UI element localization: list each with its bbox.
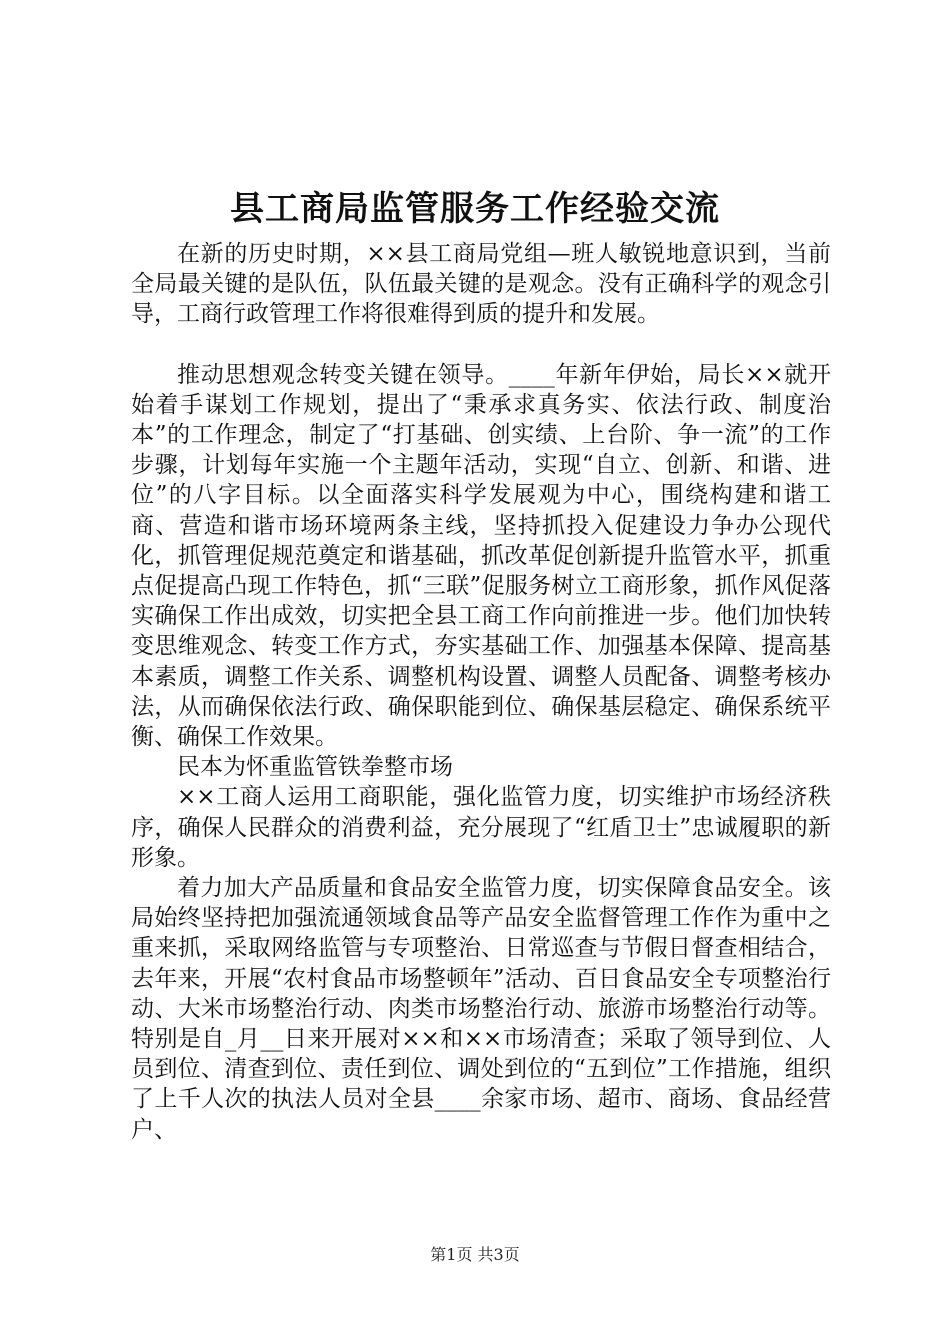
page-footer: 第1页 共3页	[430, 1245, 520, 1264]
document-title: 县工商局监管服务工作经验交流	[230, 189, 720, 229]
section-heading: 民本为怀重监管铁拳整市场	[177, 754, 453, 781]
paragraph-intro: 在新的历史时期，××县工商局党组—班人敏锐地意识到，当前全局最关键的是队伍，队伍最关键的是观念。没有正确科学的观念引导，工商行政管理工作将很难得到质的提升和发展。	[131, 241, 831, 328]
document-body	[131, 239, 831, 1145]
paragraph-leadership: 推动思想观念转变关键在领导。____年新年伊始，局长××就开始着手谋划工作规划，提出了“秉承求真务实、依法行政、制度治本”的工作理念，制定了“打基础、创实绩、上台阶、争一流”的工作步骤，计划每年实施一个主题年活动，实现“自立、创新、和谐、进位”的八字目标。以全面落实科学发展观为中心，围绕构建和谐工商、营造和谐市场环境两条主线，坚持抓投入促建设力争办公现代化，抓管理促规范奠定和谐基础，抓改革促创新提升监管水平，抓重点促提高凸现工作特色，抓“三联”促服务树立工商形象，抓作风促落实确保工作出成效，切实把全县工商工作向前推进一步。他们加快转变思维观念、转变工作方式，夯实基础工作、加强基本保障、提高基本素质，调整工作关系、调整机构设置、调整人员配备、调整考核办法，从而确保依法行政、确保职能到位、确保基层稳定、确保系统平衡、确保工作效果。	[131, 361, 831, 751]
paragraph-market-supervision: ××工商人运用工商职能，强化监管力度，切实维护市场经济秩序，确保人民群众的消费利益，充分展现了“红盾卫士”忠诚履职的新形象。	[131, 784, 831, 871]
paragraph-food-safety: 着力加大产品质量和食品安全监管力度，切实保障食品安全。该局始终坚持把加强流通领域食品等产品安全监督管理工作作为重中之重来抓，采取网络监管与专项整治、日常巡查与节假日督查相结合，去年来，开展“农村食品市场整顿年”活动、百日食品安全专项整治行动、大米市场整治行动、肉类市场整治行动、旅游市场整治行动等。特别是自_月__日来开展对××和××市场清查；采取了领导到位、人员到位、清查到位、责任到位、调处到位的“五到位”工作措施，组织了上千人次的执法人员对全县____余家市场、超市、商场、食品经营户、	[131, 875, 831, 1143]
